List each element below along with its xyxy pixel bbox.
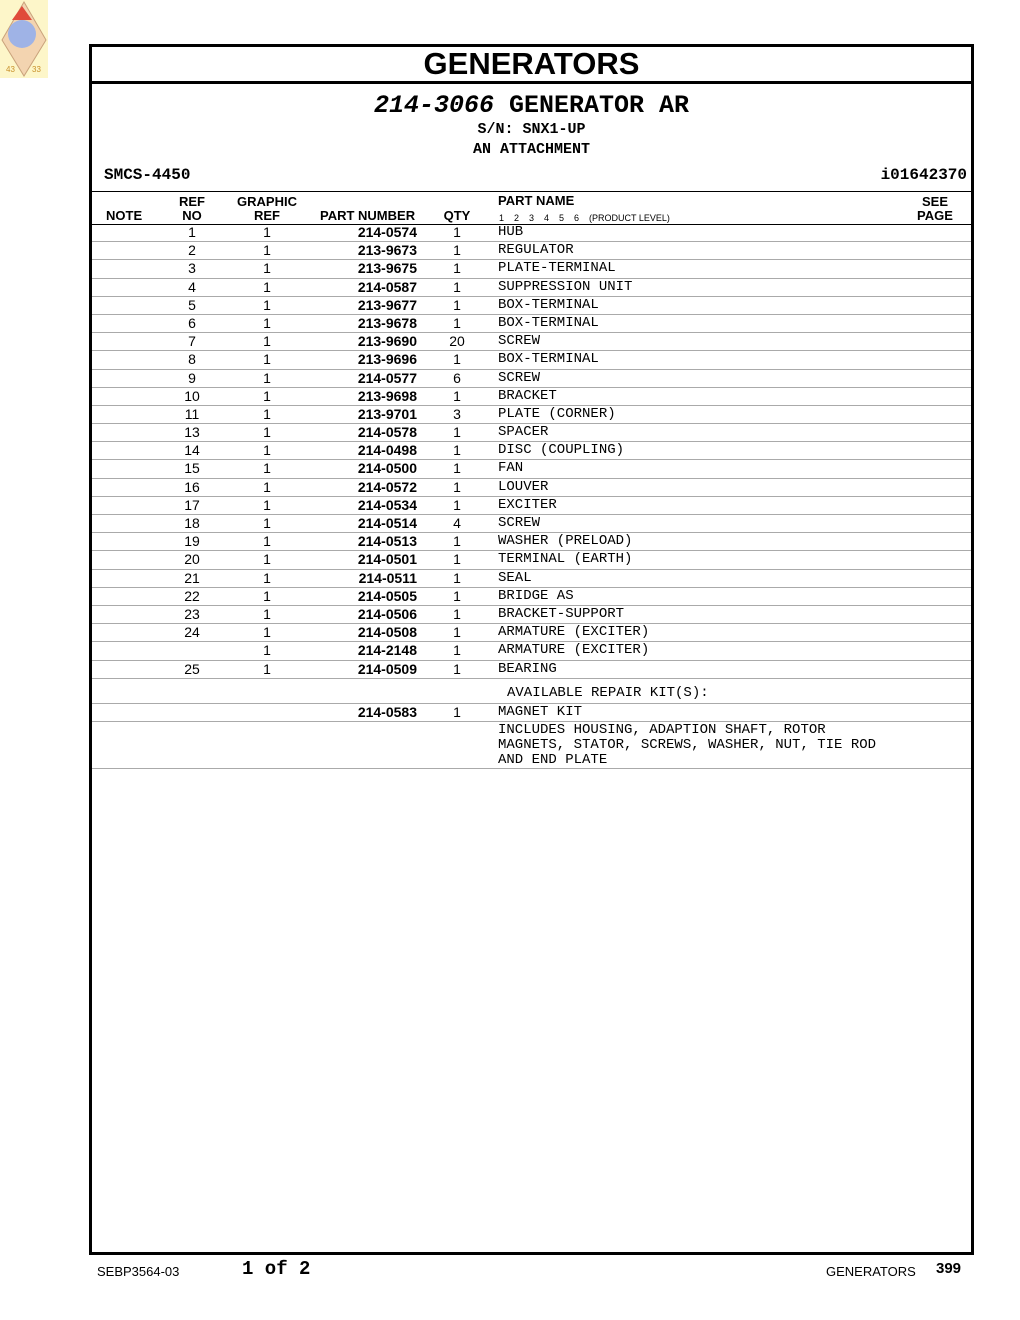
repair-kit-description-row bbox=[92, 722, 971, 769]
part-name-cell: SCREW bbox=[498, 369, 541, 386]
parts-table bbox=[92, 224, 971, 769]
table-row bbox=[92, 533, 971, 551]
col-product-level: 1 2 3 4 5 6 (PRODUCT LEVEL) bbox=[499, 213, 670, 223]
table-row bbox=[92, 442, 971, 460]
table-row bbox=[92, 279, 971, 297]
group-heading bbox=[92, 84, 971, 160]
graphic-ref-cell: 1 bbox=[263, 314, 271, 331]
qty-cell: 1 bbox=[453, 424, 461, 441]
graphic-ref-cell: 1 bbox=[263, 224, 271, 240]
graphic-ref-cell: 1 bbox=[263, 242, 271, 259]
part-number-cell: 213-9677 bbox=[357, 296, 417, 313]
graphic-ref-cell: 1 bbox=[263, 351, 271, 368]
qty-cell: 1 bbox=[453, 624, 461, 641]
graphic-ref-cell: 1 bbox=[263, 642, 271, 659]
graphic-ref-cell: 1 bbox=[263, 442, 271, 459]
page-title: GENERATORS bbox=[92, 47, 971, 84]
ref-no-cell: 25 bbox=[184, 660, 200, 677]
part-name-cell: PLATE (CORNER) bbox=[498, 405, 616, 422]
qty-cell: 6 bbox=[453, 369, 461, 386]
table-row bbox=[92, 551, 971, 569]
table-row bbox=[92, 297, 971, 315]
ref-no-cell: 17 bbox=[184, 496, 200, 513]
parts-list-frame bbox=[89, 44, 974, 1255]
part-number-cell: 214-0578 bbox=[357, 424, 417, 441]
ref-no-cell: 8 bbox=[188, 351, 196, 368]
codes-line bbox=[92, 166, 971, 188]
table-row bbox=[92, 479, 971, 497]
group-title bbox=[92, 92, 971, 120]
graphic-ref-cell: 1 bbox=[263, 624, 271, 641]
graphic-ref-cell: 1 bbox=[263, 533, 271, 550]
qty-cell: 1 bbox=[453, 314, 461, 331]
part-number-cell: 213-9673 bbox=[357, 242, 417, 259]
description-line: MAGNETS, STATOR, SCREWS, WASHER, NUT, TIE ROD bbox=[498, 736, 877, 753]
part-number-cell: 214-0583 bbox=[357, 703, 417, 720]
graphic-ref-cell: 1 bbox=[263, 387, 271, 404]
part-number-cell: 214-0498 bbox=[357, 442, 417, 459]
table-row bbox=[92, 333, 971, 351]
graphic-ref-cell: 1 bbox=[263, 424, 271, 441]
qty-cell: 1 bbox=[453, 496, 461, 513]
ref-no-cell: 21 bbox=[184, 569, 200, 586]
part-name-cell: TERMINAL (EARTH) bbox=[498, 551, 633, 568]
part-number-cell: 213-9675 bbox=[357, 260, 417, 277]
ref-no-cell: 3 bbox=[188, 260, 196, 277]
qty-cell: 1 bbox=[453, 533, 461, 550]
part-name-cell: ARMATURE (EXCITER) bbox=[498, 642, 650, 659]
qty-cell: 1 bbox=[453, 260, 461, 277]
table-row bbox=[92, 315, 971, 333]
ref-no-cell: 16 bbox=[184, 478, 200, 495]
part-name-cell: PLATE-TERMINAL bbox=[498, 260, 616, 277]
table-row bbox=[92, 497, 971, 515]
serial-number: S/N: SNX1-UP bbox=[477, 121, 586, 138]
repair-kit-heading-row bbox=[92, 679, 971, 704]
ref-no-cell: 9 bbox=[188, 369, 196, 386]
part-number-cell: 213-9701 bbox=[357, 405, 417, 422]
page-number: 399 bbox=[936, 1260, 962, 1277]
col-graphic-top: GRAPHIC bbox=[237, 194, 297, 209]
ref-no-cell: 18 bbox=[184, 515, 200, 531]
graphic-ref-cell: 1 bbox=[263, 405, 271, 422]
part-name-cell: FAN bbox=[498, 460, 524, 477]
group-name: GENERATOR AR bbox=[509, 91, 690, 120]
repair-kit-description bbox=[498, 723, 876, 768]
table-row bbox=[92, 224, 971, 242]
table-row bbox=[92, 588, 971, 606]
qty-cell: 1 bbox=[453, 478, 461, 495]
col-ref-bottom: NO bbox=[182, 208, 202, 223]
qty-cell: 1 bbox=[453, 660, 461, 677]
qty-cell: 1 bbox=[453, 296, 461, 313]
page-of: 1 of 2 bbox=[242, 1258, 311, 1280]
ref-no-cell: 14 bbox=[184, 442, 200, 459]
document-id: i01642370 bbox=[880, 166, 967, 184]
col-part-number: PART NUMBER bbox=[320, 208, 416, 223]
table-row bbox=[92, 460, 971, 478]
col-part-name: PART NAME bbox=[498, 193, 575, 208]
qty-cell: 1 bbox=[453, 642, 461, 659]
graphic-ref-cell: 1 bbox=[263, 460, 271, 477]
part-number-cell: 214-0500 bbox=[357, 460, 417, 477]
part-number-cell: 214-0513 bbox=[357, 533, 417, 550]
graphic-ref-cell: 1 bbox=[263, 605, 271, 622]
table-row bbox=[92, 570, 971, 588]
page-footer bbox=[0, 1256, 1020, 1286]
part-name-cell: ARMATURE (EXCITER) bbox=[498, 624, 650, 641]
graphic-ref-cell: 1 bbox=[263, 660, 271, 677]
table-row bbox=[92, 642, 971, 660]
part-name-cell: DISC (COUPLING) bbox=[498, 442, 625, 459]
graphic-ref-cell: 1 bbox=[263, 369, 271, 386]
graphic-ref-cell: 1 bbox=[263, 587, 271, 604]
part-number-cell: 214-0501 bbox=[357, 551, 417, 568]
publication-number: SEBP3564-03 bbox=[97, 1264, 180, 1279]
description-line: AND END PLATE bbox=[498, 751, 608, 768]
ref-no-cell: 22 bbox=[184, 587, 200, 604]
table-row bbox=[92, 661, 971, 679]
description-line: INCLUDES HOUSING, ADAPTION SHAFT, ROTOR bbox=[498, 721, 826, 738]
group-subtitle: AN ATTACHMENT bbox=[472, 141, 591, 158]
part-number-cell: 214-2148 bbox=[357, 642, 417, 659]
ref-no-cell: 6 bbox=[188, 314, 196, 331]
table-row bbox=[92, 406, 971, 424]
col-qty: QTY bbox=[443, 208, 471, 223]
part-number-cell: 214-0508 bbox=[357, 624, 417, 641]
part-number-cell: 213-9698 bbox=[357, 387, 417, 404]
part-name-cell: SPACER bbox=[498, 424, 549, 441]
part-name-cell: WASHER (PRELOAD) bbox=[498, 533, 633, 550]
part-number-cell: 214-0572 bbox=[357, 478, 417, 495]
logo bbox=[0, 0, 48, 78]
ref-no-cell: 10 bbox=[184, 387, 200, 404]
part-name-cell: EXCITER bbox=[498, 496, 557, 513]
qty-cell: 1 bbox=[453, 242, 461, 259]
svg-text:33: 33 bbox=[32, 65, 41, 74]
part-name-cell: LOUVER bbox=[498, 478, 549, 495]
repair-kit-heading: AVAILABLE REPAIR KIT(S): bbox=[507, 684, 709, 701]
graphic-ref-cell: 1 bbox=[263, 296, 271, 313]
part-number-cell: 213-9678 bbox=[357, 314, 417, 331]
smcs-code: SMCS-4450 bbox=[104, 166, 191, 184]
part-name-cell: REGULATOR bbox=[498, 242, 574, 259]
table-row bbox=[92, 260, 971, 278]
ref-no-cell: 24 bbox=[184, 624, 200, 641]
table-row bbox=[92, 515, 971, 533]
svg-text:43: 43 bbox=[6, 65, 15, 74]
part-name-cell: HUB bbox=[498, 224, 524, 240]
ref-no-cell: 2 bbox=[188, 242, 196, 259]
part-name-cell: SCREW bbox=[498, 515, 541, 531]
ref-no-cell: 13 bbox=[184, 424, 200, 441]
part-name-cell: SEAL bbox=[498, 569, 532, 586]
qty-cell: 1 bbox=[453, 351, 461, 368]
qty-cell: 1 bbox=[453, 224, 461, 240]
graphic-ref-cell: 1 bbox=[263, 569, 271, 586]
ref-no-cell: 15 bbox=[184, 460, 200, 477]
qty-cell: 1 bbox=[453, 551, 461, 568]
part-name-cell: BOX-TERMINAL bbox=[498, 296, 599, 313]
graphic-ref-cell: 1 bbox=[263, 333, 271, 350]
qty-cell: 1 bbox=[453, 460, 461, 477]
col-graphic-bottom: REF bbox=[254, 208, 280, 223]
graphic-ref-cell: 1 bbox=[263, 515, 271, 531]
footer-section: GENERATORS bbox=[826, 1264, 916, 1279]
part-name-cell: BOX-TERMINAL bbox=[498, 314, 599, 331]
ref-no-cell: 23 bbox=[184, 605, 200, 622]
part-number-cell: 214-0574 bbox=[357, 224, 417, 240]
col-note: NOTE bbox=[106, 208, 143, 223]
qty-cell: 3 bbox=[453, 405, 461, 422]
part-name-cell: BOX-TERMINAL bbox=[498, 351, 599, 368]
table-row bbox=[92, 388, 971, 406]
qty-cell: 1 bbox=[453, 703, 461, 720]
ref-no-cell: 7 bbox=[188, 333, 196, 350]
ref-no-cell: 20 bbox=[184, 551, 200, 568]
ref-no-cell: 19 bbox=[184, 533, 200, 550]
part-number-cell: 214-0514 bbox=[357, 515, 417, 531]
table-row bbox=[92, 242, 971, 260]
part-name-cell: BRIDGE AS bbox=[498, 587, 574, 604]
repair-kit-row bbox=[92, 704, 971, 722]
part-name-cell: BRACKET bbox=[498, 387, 557, 404]
part-number-cell: 214-0534 bbox=[357, 496, 417, 513]
part-name-cell: MAGNET KIT bbox=[498, 703, 583, 720]
part-number-cell: 214-0505 bbox=[357, 587, 417, 604]
qty-cell: 1 bbox=[453, 587, 461, 604]
col-see-bottom: PAGE bbox=[917, 208, 953, 223]
table-row bbox=[92, 624, 971, 642]
group-part-number: 214-3066 bbox=[373, 91, 494, 120]
table-row bbox=[92, 424, 971, 442]
part-number-cell: 214-0506 bbox=[357, 605, 417, 622]
graphic-ref-cell: 1 bbox=[263, 478, 271, 495]
ref-no-cell: 4 bbox=[188, 278, 196, 295]
part-name-cell: BEARING bbox=[498, 660, 557, 677]
part-number-cell: 214-0587 bbox=[357, 278, 417, 295]
graphic-ref-cell: 1 bbox=[263, 260, 271, 277]
qty-cell: 1 bbox=[453, 442, 461, 459]
qty-cell: 1 bbox=[453, 569, 461, 586]
ref-no-cell: 1 bbox=[188, 224, 196, 240]
part-name-cell: SCREW bbox=[498, 333, 541, 350]
part-name-cell: BRACKET-SUPPORT bbox=[498, 605, 625, 622]
graphic-ref-cell: 1 bbox=[263, 278, 271, 295]
part-number-cell: 213-9690 bbox=[357, 333, 417, 350]
col-see-top: SEE bbox=[921, 194, 948, 209]
ref-no-cell: 5 bbox=[188, 296, 196, 313]
column-headers bbox=[92, 191, 971, 225]
part-number-cell: 214-0511 bbox=[358, 569, 417, 586]
table-row bbox=[92, 370, 971, 388]
table-row bbox=[92, 606, 971, 624]
table-row bbox=[92, 351, 971, 369]
graphic-ref-cell: 1 bbox=[263, 551, 271, 568]
part-number-cell: 214-0577 bbox=[357, 369, 417, 386]
qty-cell: 20 bbox=[449, 333, 465, 350]
part-name-cell: SUPPRESSION UNIT bbox=[498, 278, 633, 295]
qty-cell: 4 bbox=[453, 515, 461, 531]
col-ref-top: REF bbox=[179, 194, 205, 209]
graphic-ref-cell: 1 bbox=[263, 496, 271, 513]
part-number-cell: 214-0509 bbox=[357, 660, 417, 677]
part-number-cell: 213-9696 bbox=[357, 351, 417, 368]
qty-cell: 1 bbox=[453, 387, 461, 404]
qty-cell: 1 bbox=[453, 278, 461, 295]
qty-cell: 1 bbox=[453, 605, 461, 622]
ref-no-cell: 11 bbox=[184, 405, 200, 422]
